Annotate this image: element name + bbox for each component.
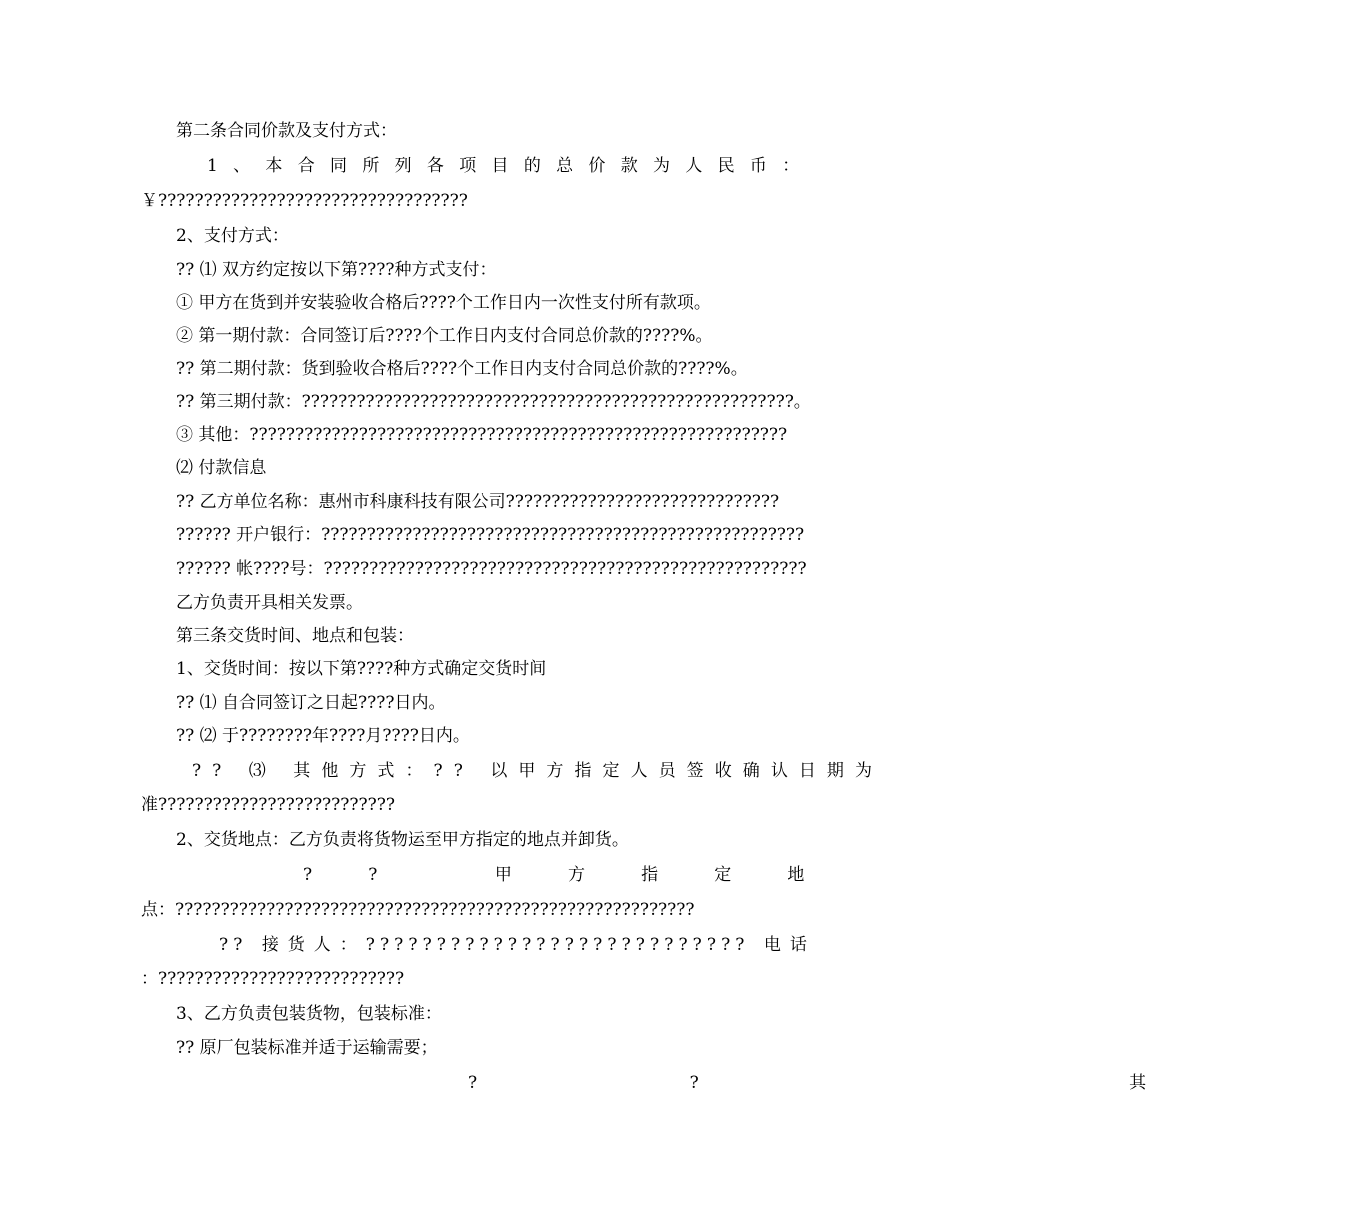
payment-method-heading: 2、支付方式： — [176, 226, 289, 246]
article-3-heading: 第三条交货时间、地点和包装： — [176, 626, 414, 646]
payment-option-intro: ?? ⑴ 双方约定按以下第????种方式支付： — [176, 260, 497, 280]
receiver-phone-line: ?? 接货人：??????????????????????????? 电话 — [219, 935, 812, 955]
designated-location-value: 点：????????????????????????????????????????????????????????? — [141, 900, 695, 920]
delivery-time-heading: 1、交货时间：按以下第????种方式确定交货时间 — [176, 659, 547, 679]
payment-info-heading: ⑵ 付款信息 — [176, 458, 267, 478]
payment-option-3: ③ 其他：??????????????????????????????????????????????????????????? — [176, 425, 788, 445]
party-b-company-name: ?? 乙方单位名称：惠州市科康科技有限公司?????????????????????????????? — [176, 492, 780, 512]
payment-option-2-phase-2: ?? 第二期付款：货到验收合格后????个工作日内支付合同总价款的????%。 — [176, 359, 748, 379]
payment-option-2-phase-1: ② 第一期付款：合同签订后????个工作日内支付合同总价款的????%。 — [176, 326, 713, 346]
delivery-time-option-1: ?? ⑴ 自合同签订之日起????日内。 — [176, 693, 446, 713]
delivery-time-option-2: ?? ⑵ 于????????年????月????日内。 — [176, 726, 470, 746]
receiver-phone-cont: ：??????????????????????????? — [141, 969, 405, 989]
invoice-note: 乙方负责开具相关发票。 — [176, 593, 363, 613]
payment-option-2-phase-3: ?? 第三期付款：??????????????????????????????????????????????????????。 — [176, 392, 811, 412]
packaging-other: ?? 其 — [468, 1073, 1359, 1093]
delivery-location-heading: 2、交货地点：乙方负责将货物运至甲方指定的地点并卸货。 — [176, 830, 629, 850]
packaging-standard: ?? 原厂包装标准并适于运输需要； — [176, 1038, 438, 1058]
payment-option-1: ① 甲方在货到并安装验收合格后????个工作日内一次性支付所有款项。 — [176, 293, 711, 313]
designated-location-label: ?? 甲方指定地 — [303, 865, 861, 885]
party-b-bank: ?????? 开户银行：????????????????????????????????????????????????????? — [176, 525, 805, 545]
delivery-time-option-3-cont: 准?????????????????????????? — [141, 795, 395, 815]
total-price-value: ￥?????????????????????????????????? — [141, 191, 468, 211]
article-2-heading: 第二条合同价款及支付方式： — [176, 121, 397, 141]
total-price-line: 1、本合同所列各项目的总价款为人民币： — [207, 156, 815, 176]
party-b-account: ?????? 帐????号：????????????????????????????????????????????????????? — [176, 559, 807, 579]
delivery-time-option-3: ?? ⑶ 其他方式：?? 以甲方指定人员签收确认日期为 — [192, 761, 884, 781]
packaging-heading: 3、乙方负责包装货物，包装标准： — [176, 1004, 442, 1024]
